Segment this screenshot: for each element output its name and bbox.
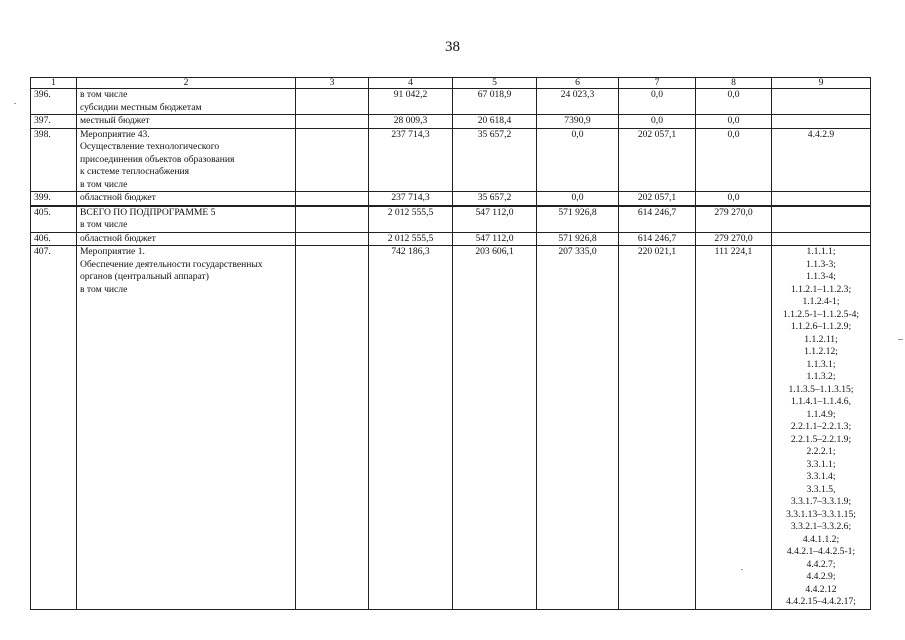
description-line: в том числе: [80, 178, 128, 190]
row-number: 407.: [31, 246, 77, 610]
value-col-7: 202 057,1: [619, 192, 696, 206]
value-col-4: 2 012 555,5: [369, 232, 453, 246]
row-description: [77, 206, 296, 233]
value-col-6: 571 926,8: [537, 232, 619, 246]
code-line: 1.1.2.4-1;: [802, 296, 840, 307]
code-line: 4.4.2.12: [805, 583, 837, 595]
description-line: в том числе: [80, 219, 128, 230]
row-number: 398.: [31, 128, 77, 192]
description-line: к системе теплоснабжения: [80, 166, 190, 177]
row-description: [77, 232, 296, 246]
row-number: 396.: [31, 89, 77, 115]
table-row: [31, 232, 871, 246]
table-row: [31, 128, 871, 192]
description-line: Мероприятие 43.: [80, 128, 150, 140]
value-col-8: 279 270,0: [696, 232, 772, 246]
column-header: 5: [453, 78, 537, 89]
code-line: 1.1.3-3;: [806, 258, 836, 270]
row-description: [77, 192, 296, 206]
value-col-6: 207 335,0: [537, 246, 619, 610]
value-col-8: 0,0: [696, 192, 772, 206]
table-row: [31, 115, 871, 129]
table-row: [31, 246, 871, 610]
value-col-5: 547 112,0: [453, 232, 537, 246]
table-row: [31, 192, 871, 206]
code-line: 4.4.2.9;: [806, 571, 836, 582]
value-col-5: 67 018,9: [453, 89, 537, 115]
value-col-7: 220 021,1: [619, 246, 696, 610]
code-line: 1.1.3-4;: [806, 271, 836, 282]
value-col-7: 0,0: [619, 115, 696, 129]
column-3-cell: [296, 89, 369, 115]
value-col-4: 237 714,3: [369, 128, 453, 192]
column-header: 7: [619, 78, 696, 89]
description-line: областной бюджет: [80, 232, 156, 244]
value-col-6: 0,0: [537, 192, 619, 206]
codes-cell: [772, 246, 871, 610]
code-line: 1.1.4.1–1.1.4.6,: [791, 396, 851, 407]
scan-speck: [898, 339, 903, 340]
value-col-7: 0,0: [619, 89, 696, 115]
row-number: 405.: [31, 206, 77, 233]
value-col-8: 111 224,1: [696, 246, 772, 610]
value-col-4: 742 186,3: [369, 246, 453, 610]
code-line: 1.1.3.1;: [806, 358, 836, 370]
description-line: ВСЕГО ПО ПОДПРОГРАММЕ 5: [80, 206, 216, 218]
codes-cell: [772, 128, 871, 192]
code-line: 1.1.2.6–1.1.2.9;: [790, 321, 852, 332]
value-col-6: 571 926,8: [537, 206, 619, 233]
code-line: 4.4.2.1–4.4.2.5-1;: [786, 546, 856, 557]
table-row: [31, 89, 871, 115]
code-line: 1.1.2.1–1.1.2.3;: [790, 283, 852, 295]
codes-cell: [772, 115, 871, 129]
code-line: 3.3.1.4;: [806, 471, 836, 482]
codes-cell: [772, 232, 871, 246]
code-line: 1.1.3.5–1.1.3.15;: [788, 383, 854, 395]
column-header-row: [31, 78, 871, 89]
row-description: [77, 115, 296, 129]
column-header: 1: [31, 78, 77, 89]
description-line: Осуществление технологического: [80, 141, 220, 152]
column-header: 8: [696, 78, 772, 89]
column-header: 9: [772, 78, 871, 89]
value-col-4: 237 714,3: [369, 192, 453, 206]
scan-speck: [14, 103, 16, 104]
page-number: 38: [445, 39, 460, 55]
code-line: 4.4.2.9: [807, 128, 835, 140]
description-line: местный бюджет: [80, 115, 150, 126]
description-line: в том числе: [80, 283, 128, 295]
code-line: 1.1.3.2;: [806, 371, 836, 382]
value-col-8: 0,0: [696, 128, 772, 192]
code-line: 2.2.1.1–2.2.1.3;: [790, 421, 852, 432]
column-header: 6: [537, 78, 619, 89]
value-col-7: 614 246,7: [619, 232, 696, 246]
codes-cell: [772, 206, 871, 233]
description-line: Мероприятие 1.: [80, 246, 145, 257]
budget-table: [30, 77, 871, 610]
description-line: субсидии местным бюджетам: [80, 101, 202, 113]
code-line: 1.1.2.11;: [804, 333, 838, 345]
code-line: 1.1.4.9;: [806, 408, 836, 420]
code-line: 1.1.2.5-1–1.1.2.5-4;: [782, 308, 860, 320]
code-line: 4.4.2.15–4.4.2.17;: [786, 596, 856, 607]
description-line: Обеспечение деятельности государственных: [80, 258, 263, 270]
row-description: [77, 89, 296, 115]
value-col-6: 24 023,3: [537, 89, 619, 115]
code-line: 4.4.1.1.2;: [802, 533, 840, 545]
code-line: 3.3.1.7–3.3.1.9;: [790, 496, 852, 507]
value-col-7: 202 057,1: [619, 128, 696, 192]
value-col-8: 279 270,0: [696, 206, 772, 233]
scan-speck: [741, 569, 743, 570]
row-number: 399.: [31, 192, 77, 206]
row-number: 406.: [31, 232, 77, 246]
column-3-cell: [296, 192, 369, 206]
value-col-4: 2 012 555,5: [369, 206, 453, 233]
description-line: присоединения объектов образования: [80, 153, 235, 165]
value-col-4: 28 009,3: [369, 115, 453, 129]
column-3-cell: [296, 246, 369, 610]
description-line: органов (центральный аппарат): [80, 271, 209, 282]
value-col-5: 35 657,2: [453, 192, 537, 206]
code-line: 4.4.2.7;: [806, 558, 836, 570]
value-col-5: 547 112,0: [453, 206, 537, 233]
code-line: 2.2.1.5–2.2.1.9;: [790, 433, 852, 445]
value-col-8: 0,0: [696, 89, 772, 115]
column-header: 2: [77, 78, 296, 89]
table-row: [31, 206, 871, 233]
description-line: в том числе: [80, 89, 128, 100]
codes-cell: [772, 192, 871, 206]
value-col-5: 20 618,4: [453, 115, 537, 129]
code-line: 2.2.2.1;: [806, 446, 836, 457]
row-description: [77, 246, 296, 610]
column-3-cell: [296, 206, 369, 233]
codes-cell: [772, 89, 871, 115]
value-col-6: 0,0: [537, 128, 619, 192]
column-3-cell: [296, 128, 369, 192]
column-3-cell: [296, 115, 369, 129]
code-line: 3.3.1.13–3.3.1.15;: [786, 508, 856, 520]
value-col-6: 7390,9: [537, 115, 619, 129]
description-line: областной бюджет: [80, 192, 156, 203]
column-header: 4: [369, 78, 453, 89]
column-header: 3: [296, 78, 369, 89]
value-col-5: 35 657,2: [453, 128, 537, 192]
code-line: 3.3.2.1–3.3.2.6;: [790, 521, 852, 532]
row-description: [77, 128, 296, 192]
code-line: 1.1.2.12;: [804, 346, 838, 357]
value-col-5: 203 606,1: [453, 246, 537, 610]
column-3-cell: [296, 232, 369, 246]
value-col-4: 91 042,2: [369, 89, 453, 115]
value-col-7: 614 246,7: [619, 206, 696, 233]
value-col-8: 0,0: [696, 115, 772, 129]
code-line: 3.3.1.5,: [806, 483, 836, 495]
code-line: 1.1.1.1;: [806, 246, 836, 257]
code-line: 3.3.1.1;: [806, 458, 836, 470]
row-number: 397.: [31, 115, 77, 129]
